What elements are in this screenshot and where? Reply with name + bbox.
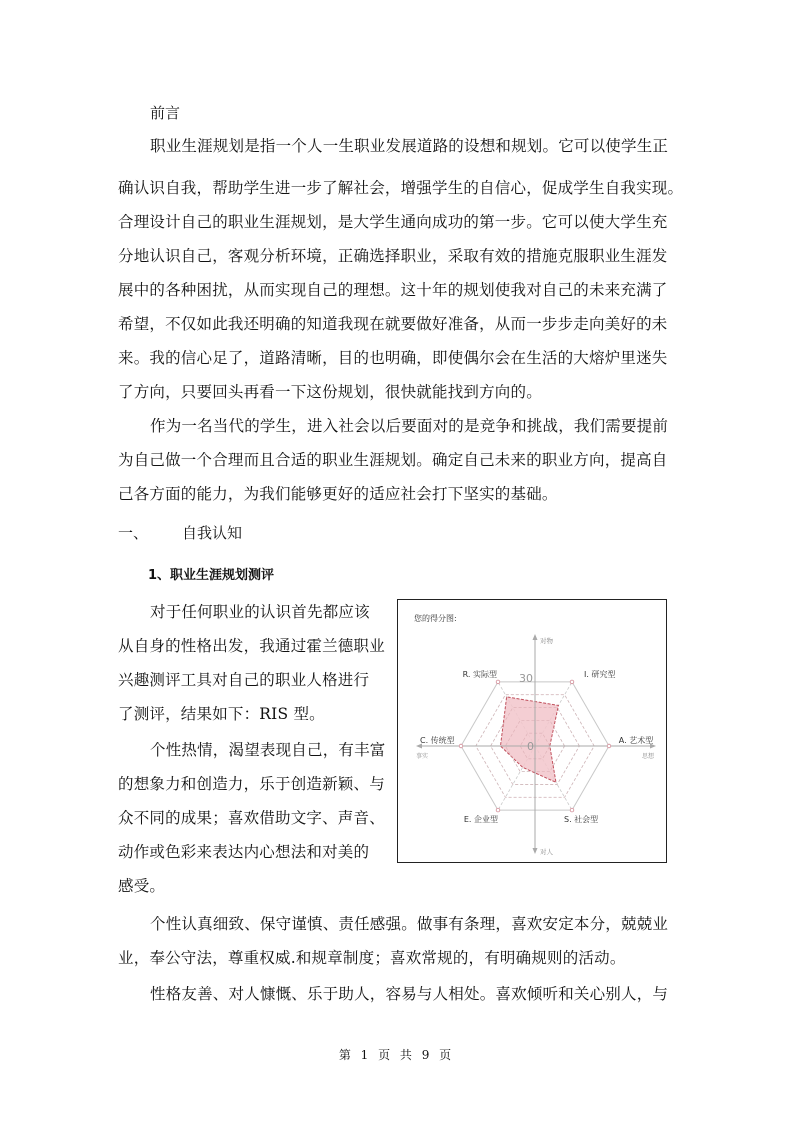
text-line: 确认识自我，帮助学生进一步了解社会，增强学生的自信心，促成学生自我实现。 — [118, 179, 684, 197]
text-line: 职业生涯规划是指一个人一生职业发展道路的设想和规划。它可以使学生正 — [150, 137, 669, 155]
text-line: 了方向，只要回头再看一下这份规划，很快就能找到方向的。 — [118, 383, 542, 401]
radar-vertex-marker — [496, 680, 500, 684]
direction-label-left: 事实 — [416, 753, 429, 760]
subsection-title: 1、职业生涯规划测评 — [148, 568, 275, 583]
text-line: 作为一名当代的学生，进入社会以后要面对的是竞争和挑战，我们需要提前 — [150, 417, 669, 435]
section-number: 一、 — [118, 524, 149, 542]
text-line: 合理设计自己的职业生涯规划，是大学生通向成功的第一步。它可以使大学生充 — [118, 213, 668, 231]
preface-title: 前言 — [150, 104, 181, 122]
radar-axis-label: R. 实际型 — [462, 670, 497, 679]
radar-axis-label: E. 企业型 — [463, 815, 498, 824]
text-line: 动作或色彩来表达内心想法和对美的 — [118, 843, 370, 861]
radar-vertex-marker — [459, 744, 463, 748]
direction-label-top: 对物 — [540, 637, 553, 645]
radar-axis-label: A. 艺术型 — [618, 736, 654, 745]
arrow-up-icon — [533, 634, 538, 640]
holland-radar-chart — [397, 599, 667, 863]
radar-vertex-marker — [607, 744, 611, 748]
text-line: 性格友善、对人慷慨、乐于助人，容易与人相处。喜欢倾听和关心别人，与 — [150, 985, 669, 1003]
radar-svg — [398, 600, 666, 862]
radar-axis-label: S. 社会型 — [564, 815, 599, 824]
page-footer: 第 1 页 共 9 页 — [338, 1048, 455, 1062]
text-line: 对于任何职业的认识首先都应该 — [150, 603, 370, 621]
text-line: 个性热情，渴望表现自己，有丰富 — [150, 741, 386, 759]
text-line: 分地认识自己，客观分析环境，正确选择职业，采取有效的措施克服职业生涯发 — [118, 247, 668, 265]
text-line: 希望，不仅如此我还明确的知道我现在就要做好准备，从而一步步走向美好的未 — [118, 315, 668, 333]
text-line: 众不同的成果；喜欢借助文字、声音、 — [118, 809, 385, 827]
text-line: 兴趣测评工具对自己的职业人格进行 — [118, 671, 370, 689]
radar-axis-label: C. 传统型 — [420, 736, 455, 745]
text-line: 业，奉公守法，尊重权威.和规章制度；喜欢常规的，有明确规则的活动。 — [118, 949, 626, 967]
text-line: 了测评，结果如下：RIS 型。 — [118, 705, 325, 723]
direction-label-bottom: 对人 — [540, 848, 553, 856]
radar-scale-max: 30 — [519, 672, 533, 685]
text-line: 展中的各种困扰，从而实现自己的理想。这十年的规划使我对自己的未来充满了 — [118, 281, 668, 299]
chart-title: 您的得分图: — [414, 614, 457, 623]
text-line: 己各方面的能力，为我们能够更好的适应社会打下坚实的基础。 — [118, 485, 558, 503]
text-line: 的想象力和创造力，乐于创造新颖、与 — [118, 775, 385, 793]
text-line: 来。我的信心足了，道路清晰，目的也明确，即使偶尔会在生活的大熔炉里迷失 — [118, 349, 668, 367]
section-title: 自我认知 — [182, 524, 243, 542]
direction-label-right: 思想 — [641, 753, 654, 760]
radar-axis-label: I. 研究型 — [584, 670, 616, 679]
radar-vertex-marker — [496, 808, 500, 812]
text-line: 为自己做一个合理而且合适的职业生涯规划。确定自己未来的职业方向，提高自 — [118, 451, 668, 469]
arrow-down-icon — [533, 848, 538, 854]
text-line: 从自身的性格出发，我通过霍兰德职业 — [118, 637, 385, 655]
radar-vertex-marker — [570, 680, 574, 684]
text-line: 感受。 — [118, 877, 166, 895]
radar-vertex-marker — [570, 808, 574, 812]
radar-scale-min: 0 — [527, 740, 534, 753]
text-line: 个性认真细致、保守谨慎、责任感强。做事有条理，喜欢安定本分，兢兢业 — [150, 915, 669, 933]
